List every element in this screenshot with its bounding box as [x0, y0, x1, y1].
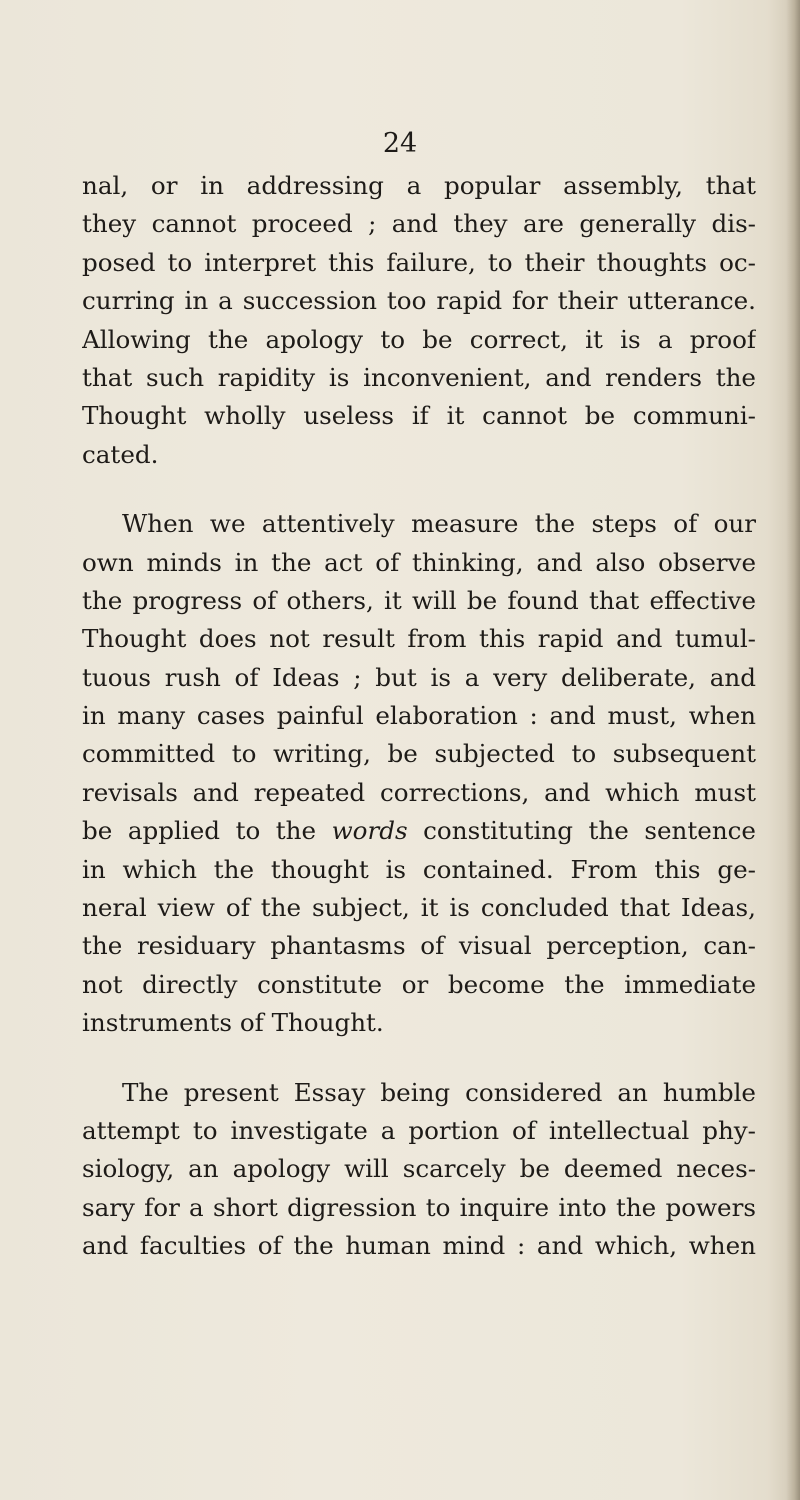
text-line: own minds in the act of thinking, and also observe [82, 547, 756, 577]
text-line: in which the thought is contained. From this ge- [82, 854, 756, 884]
text-line: neral view of the subject, it is concluded that Ideas, [82, 893, 756, 923]
text-segment: be applied to the [82, 816, 332, 846]
text-line: committed to writing, be subjected to subsequent [82, 739, 756, 769]
text-line: sary for a short digression to inquire into the powers [82, 1192, 756, 1222]
text-line: attempt to investigate a portion of intellectual phy- [82, 1115, 756, 1145]
text-line: Thought wholly useless if it cannot be communi- [82, 401, 756, 431]
text-line: the progress of others, it will be found that effective [82, 585, 756, 615]
text-line: nal, or in addressing a popular assembly, that [82, 171, 756, 200]
text-line [82, 812, 756, 850]
text-line: Thought does not result from this rapid and tumul- [82, 624, 756, 654]
text-segment: constituting the sentence [407, 816, 756, 846]
text-line: The present Essay being considered an humble [122, 1077, 756, 1107]
text-line: curring in a succession too rapid for their utterance. [82, 286, 756, 316]
text-line: instruments of Thought. [82, 1008, 384, 1038]
text-line: revisals and repeated corrections, and which must [82, 777, 756, 807]
text-line: and faculties of the human mind : and which, when [82, 1231, 756, 1261]
text-line: posed to interpret this failure, to their thoughts oc- [82, 247, 756, 277]
text-line: they cannot proceed ; and they are generally dis- [82, 209, 756, 239]
paragraph-2 [82, 505, 756, 1042]
text-line: When we attentively measure the steps of our [122, 509, 756, 539]
text-line: not directly constitute or become the immediate [82, 969, 756, 999]
paragraph-1 [82, 167, 756, 474]
text-line: in many cases painful elaboration : and must, when [82, 701, 756, 731]
text-line: the residuary phantasms of visual perception, can- [82, 931, 756, 961]
text-line: that such rapidity is inconvenient, and renders the [82, 362, 756, 392]
paragraph-3 [82, 1074, 756, 1266]
body-text [82, 167, 756, 1266]
text-line: tuous rush of Ideas ; but is a very deliberate, and [82, 662, 756, 692]
text-line: cated. [82, 439, 159, 469]
page-edge-shadow [786, 0, 800, 1500]
emphasis-words: words [331, 816, 408, 846]
page-number: 24 [382, 128, 418, 159]
text-line: siology, an apology will scarcely be deemed neces- [82, 1154, 756, 1184]
text-line: Allowing the apology to be correct, it is a proof [82, 324, 756, 354]
